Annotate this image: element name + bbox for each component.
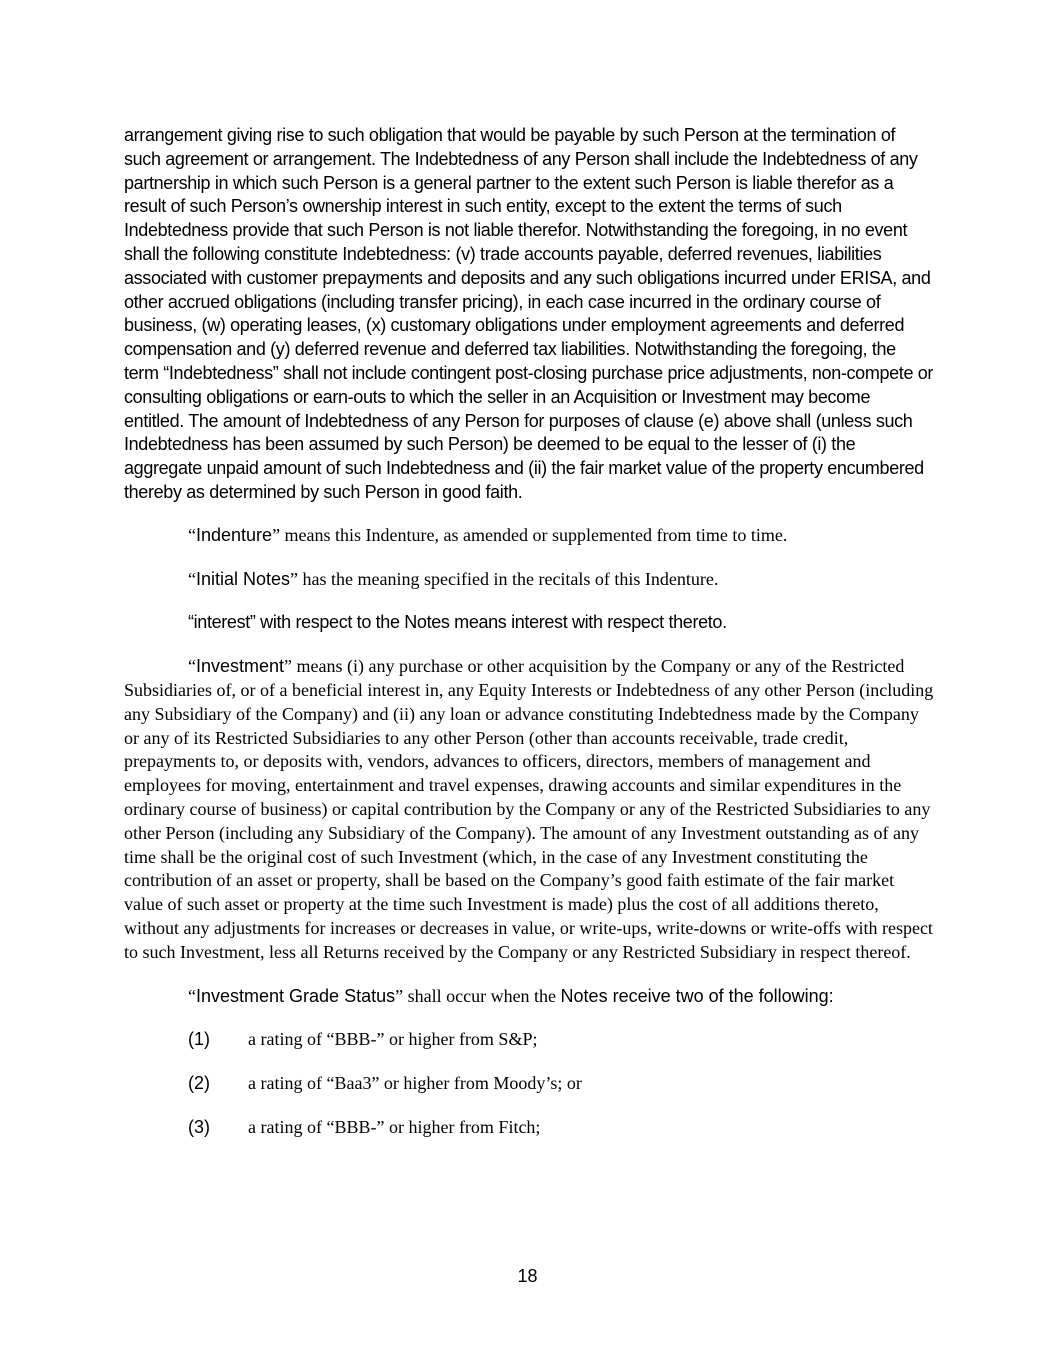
interest-definition <box>124 611 934 635</box>
definition-text: ” has the meaning specified in the recitals of this Indenture. <box>290 568 719 589</box>
open-quote: “ <box>188 568 196 589</box>
list-text: a rating of “Baa3” or higher from Moody’s; or <box>248 1073 582 1094</box>
initial-notes-definition <box>124 568 934 592</box>
open-quote: “ <box>188 524 196 545</box>
ratings-list <box>124 1028 934 1139</box>
definition-text-tail: Notes receive two of the following: <box>560 985 834 1006</box>
list-number: (3) <box>188 1116 210 1137</box>
investment-grade-status-definition <box>124 985 934 1009</box>
list-text: a rating of “BBB-” or higher from S&P; <box>248 1029 538 1050</box>
page-number: 18 <box>517 1266 538 1286</box>
defined-term: Investment <box>196 656 285 677</box>
definition-text: ” means (i) any purchase or other acquisition by the Company or any of the Restricted Subsidiaries of, or of a beneficial interest in, any Equity Interests or Indebtedness of any other Person (including any Subsidiary of the Company) and (ii) any loan or advance constituting Indebtedness made by the Company or any of its Restricted Subsidiaries to any other Person (other than accounts receivable, trade credit, prepayments to, or deposits with, vendors, advances to officers, directors, members of management and employees for moving, entertainment and travel expenses, drawing accounts and similar expenditures in the ordinary course of business) or capital contribution by the Company or any of the Restricted Subsidiaries to any other Person (including any Subsidiary of the Company). The amount of any Investment outstanding as of any time shall be the original cost of such Investment (which, in the case of any Investment constituting the contribution of an asset or property, shall be based on the Company’s good faith estimate of the fair market value of such asset or property at the time such Investment is made) plus the cost of all additions thereto, without any adjustments for increases or decreases in value, or write-ups, write-downs or write-offs with respect to such Investment, less all Returns received by the Company or any Restricted Subsidiary in respect thereof. <box>124 656 934 962</box>
indenture-definition <box>124 524 934 548</box>
list-item <box>124 1116 934 1140</box>
list-number: (2) <box>188 1073 210 1094</box>
defined-term: Indenture <box>196 524 273 545</box>
open-quote: “ <box>188 985 196 1006</box>
defined-term: interest <box>193 612 250 633</box>
indebtedness-definition-continuation: arrangement giving rise to such obligation that would be payable by such Person at the termination of such agreement or arrangement. The Indebtedness of any Person shall include the Indebtedness of any partnership in which such Person is a general partner to the extent such Person is liable therefor as a result of such Person’s ownership interest in such entity, except to the extent the terms of such Indebtedness provide that such Person is not liable therefor. Notwithstanding the foregoing, in no event shall the following constitute Indebtedness: (v) trade accounts payable, deferred revenues, liabilities associated with customer prepayments and deposits and any such obligations incurred under ERISA, and other accrued obligations (including transfer pricing), in each case incurred in the ordinary course of business, (w) operating leases, (x) customary obligations under employment agreements and deferred compensation and (y) deferred revenue and deferred tax liabilities. Notwithstanding the foregoing, the term “Indebtedness” shall not include contingent post-closing purchase price adjustments, non-compete or consulting obligations or earn-outs to which the seller in an Acquisition or Investment may become entitled. The amount of Indebtedness of any Person for purposes of clause (e) above shall (unless such Indebtedness has been assumed by such Person) be deemed to be equal to the lesser of (i) the aggregate unpaid amount of such Indebtedness and (ii) the fair market value of the property encumbered thereby as determined by such Person in good faith. <box>124 125 934 502</box>
list-item <box>124 1028 934 1052</box>
list-item <box>124 1072 934 1096</box>
definition-text: ” means this Indenture, as amended or supplemented from time to time. <box>272 524 788 545</box>
list-number: (1) <box>188 1029 210 1050</box>
open-quote: “ <box>188 612 194 633</box>
defined-term: Initial Notes <box>196 568 291 589</box>
defined-term: Investment Grade Status <box>196 985 396 1006</box>
definition-text: ” shall occur when the <box>395 985 561 1006</box>
open-quote: “ <box>188 656 196 677</box>
definition-text: ” with respect to the Notes means interest with respect thereto. <box>249 612 727 633</box>
list-text: a rating of “BBB-” or higher from Fitch; <box>248 1116 541 1137</box>
document-page <box>124 124 934 1140</box>
investment-definition <box>124 655 934 964</box>
